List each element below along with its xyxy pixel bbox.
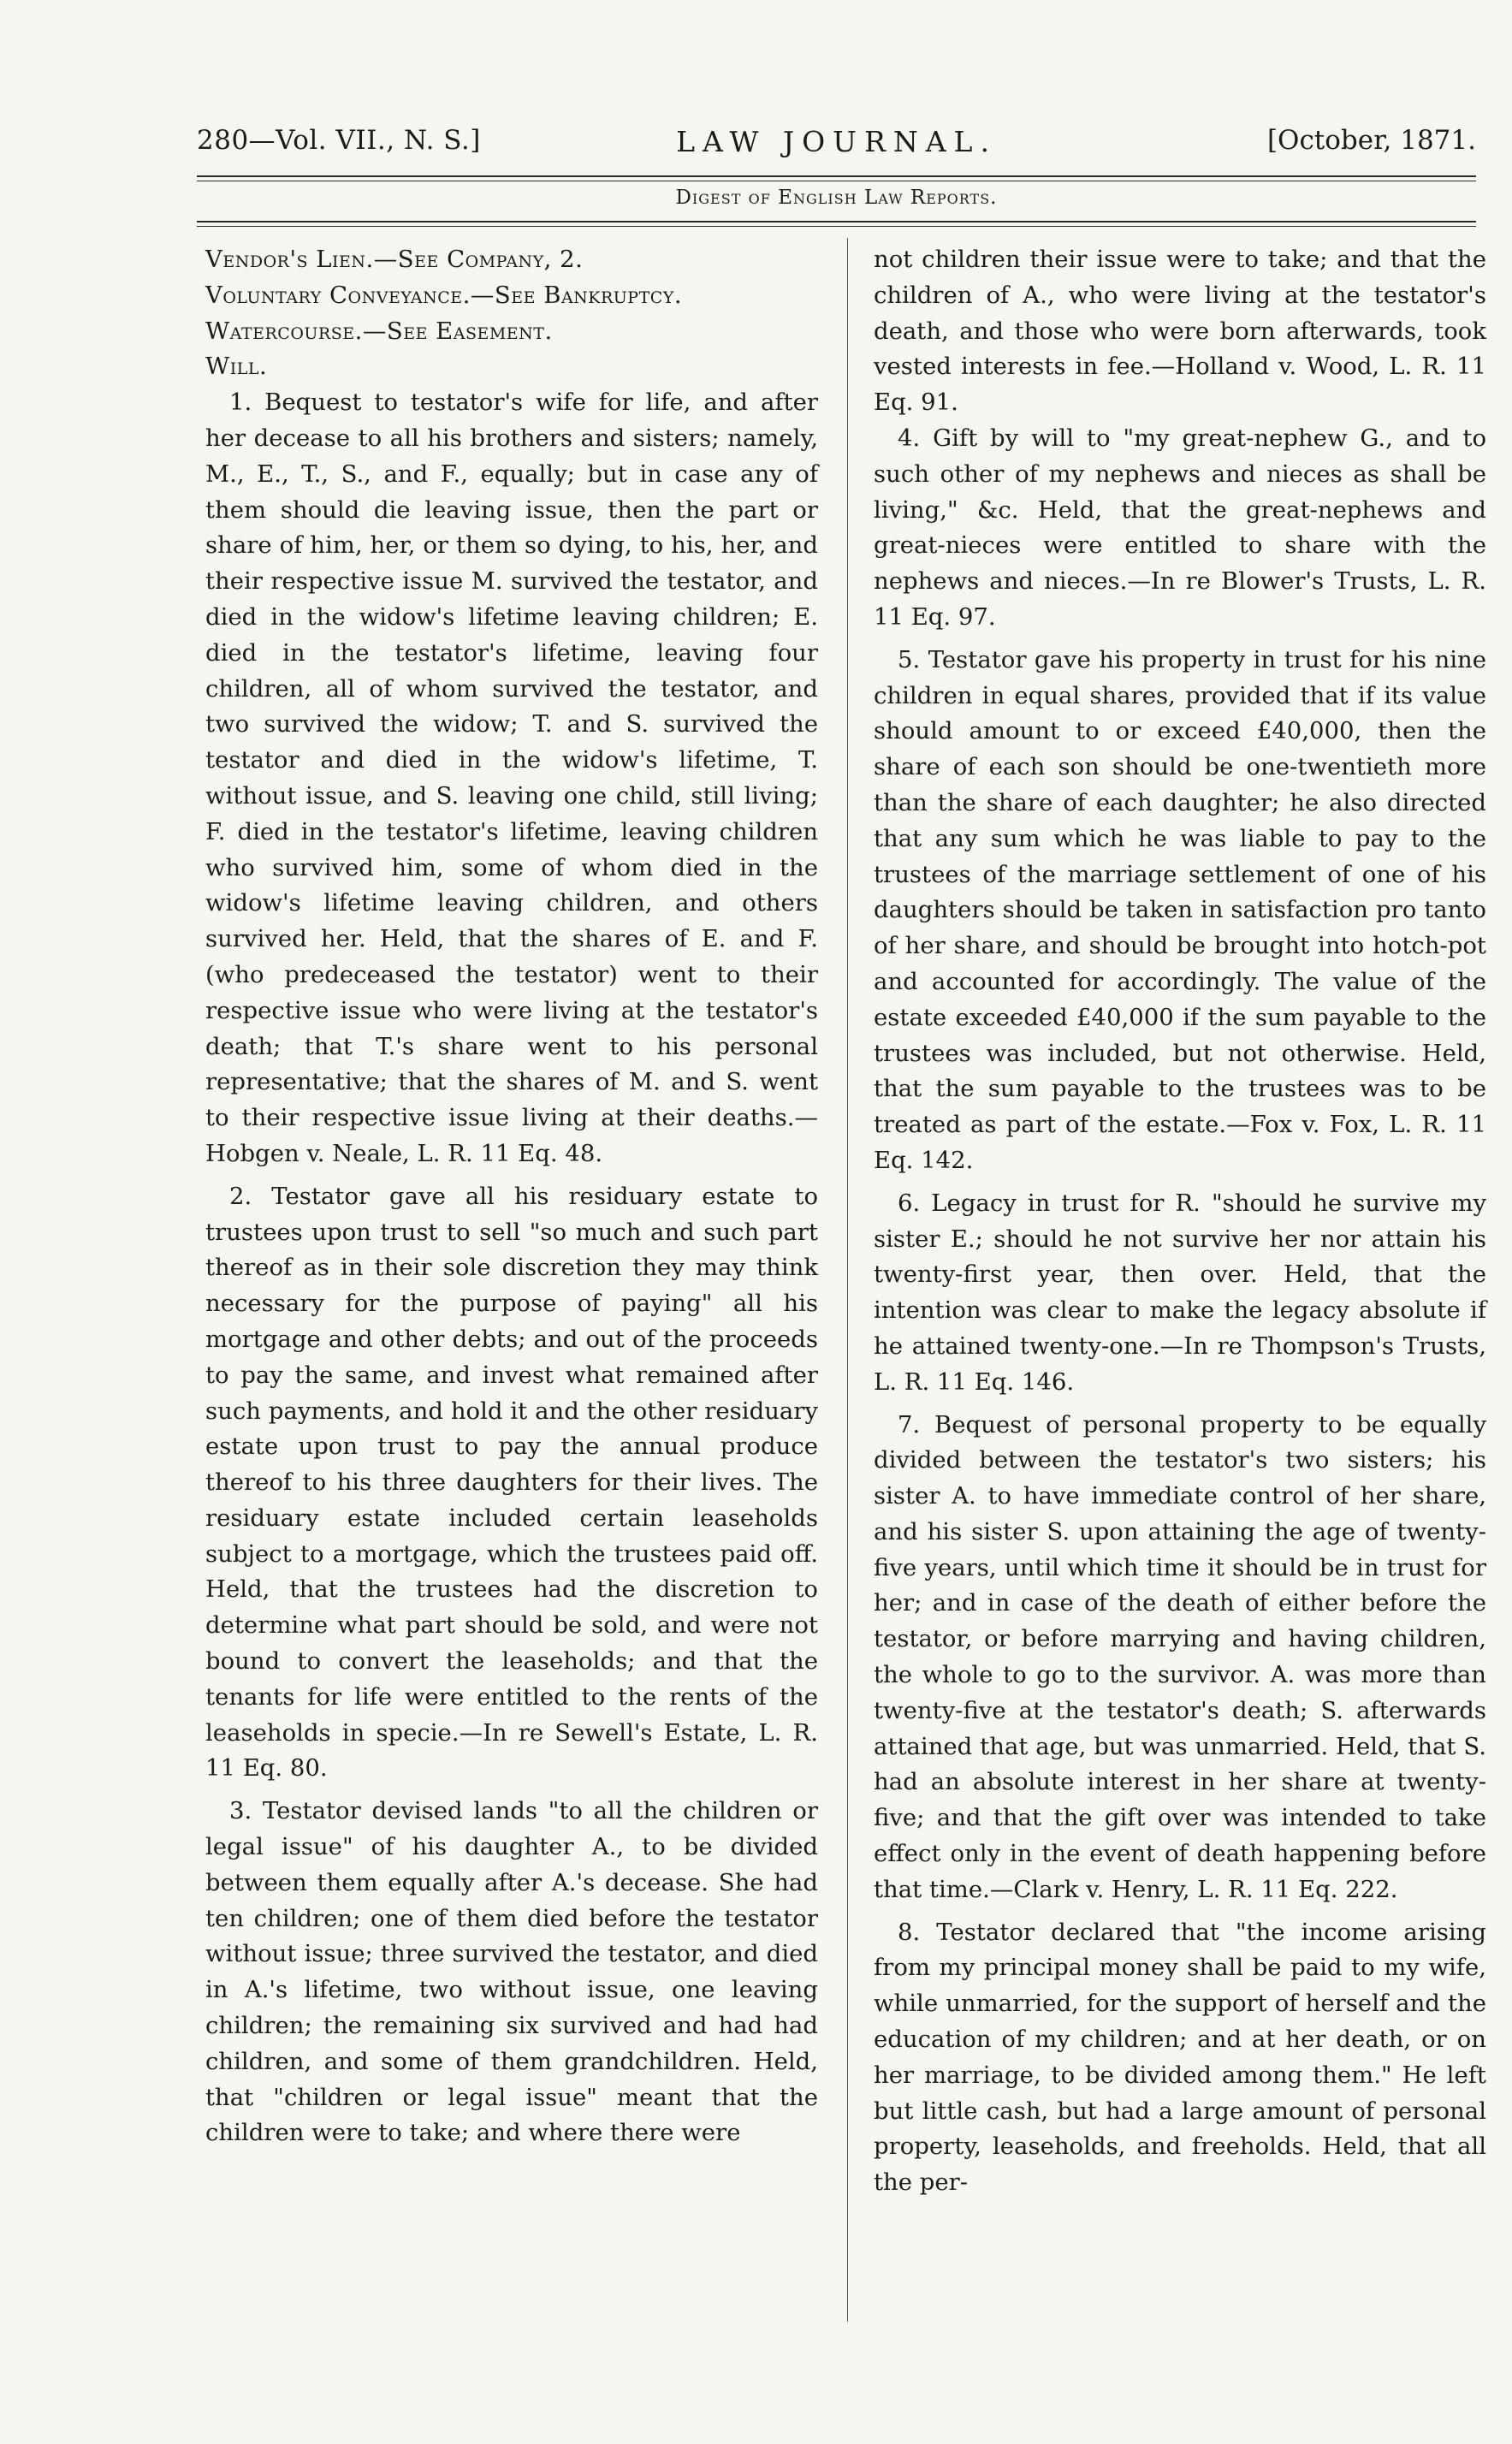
digest-entry: 7. Bequest of personal property to be equally divided between the testator's two sisters; his sister A. to have immediate control of her share, and his sister S. upon attaining the age of twenty-five years, until which time it should be in trust for her; and in case of the death of either before the testator, or before marrying and having children, the whole to go to the survivor. A. was more than twenty-five at the testator's death; S. afterwards attained that age, but was unmarried. Held, that S. had an absolute interest in her share at twenty-five; and that the gift over was intended to take effect only in the event of death happening before that time.—Clark v. Henry, L. R. 11 Eq. 222.	[874, 1410, 1486, 1903]
digest-entry: 6. Legacy in trust for R. "should he survive my sister E.; should he not survive her nor attain his twenty-first year, then over. Held, that the intention was clear to make the legacy absolute if he attained twenty-one.—In re Thompson's Trusts, L. R. 11 Eq. 146.	[874, 1189, 1486, 1396]
digest-heading: Will.	[205, 353, 268, 381]
issue-date: [October, 1871.	[1266, 125, 1476, 156]
cross-reference: Vendor's Lien.—See Company, 2.	[205, 246, 584, 273]
digest-entry: 4. Gift by will to "my great-nephew G., and to such other of my nephews and nieces as shall be living," &c. Held, that the great-nephews and great-nieces were entitled to share with the nephews and nieces.—In re Blower's Trusts, L. R. 11 Eq. 97.	[874, 424, 1486, 631]
running-head	[197, 125, 1476, 168]
digest-entry: 8. Testator declared that "the income arising from my principal money shall be paid to my wife, while unmarried, for the support of herself and the education of my children; and at her death, or on her marriage, to be divided among them." He left but little cash, but had a large amount of personal property, leaseholds, and freeholds. Held, that all the per-	[874, 1918, 1486, 2197]
cross-reference: Voluntary Conveyance.—See Bankruptcy.	[205, 281, 683, 309]
digest-entry: 5. Testator gave his property in trust for his nine children in equal shares, provided that if its value should amount to or exceed £40,000, then the share of each son should be one-twentieth more than the share of each daughter; he also directed that any sum which he was liable to pay to the trustees of the marriage settlement of one of his daughters should be taken in satisfaction pro tanto of her share, and should be brought into hotch-pot and accounted for accordingly. The value of the estate exceeded £40,000 if the sum payable to the trustees was included, but not otherwise. Held, that the sum payable to the trustees was to be treated as part of the estate.—Fox v. Fox, L. R. 11 Eq. 142.	[874, 645, 1486, 1174]
digest-entry: 3. Testator devised lands "to all the children or legal issue" of his daughter A., to be divided between them equally after A.'s decease. She had ten children; one of them died before the testator without issue; three survived the testator, and died in A.'s lifetime, two without issue, one leaving children; the remaining six survived and had had children, and some of them grandchildren. Held, that "children or legal issue" meant that the children were to take; and where there were	[205, 1797, 818, 2147]
section-rule	[197, 221, 1476, 222]
section-rule-thin	[197, 226, 1476, 227]
digest-entry: 1. Bequest to testator's wife for life, and after her decease to all his brothers and sisters; namely, M., E., T., S., and F., equally; but in case any of them should die leaving issue, then the part or share of him, her, or them so dying, to his, her, and their respective issue M. survived the testator, and died in the widow's lifetime leaving children; E. died in the testator's lifetime, leaving four children, all of whom survived the testator, and two survived the widow; T. and S. survived the testator and died in the widow's lifetime, T. without issue, and S. leaving one child, still living; F. died in the testator's lifetime, leaving children who survived him, some of whom died in the widow's lifetime leaving children, and others survived her. Held, that the shares of E. and F. (who predeceased the testator) went to their respective issue who were living at the testator's death; that T.'s share went to his personal representative; that the shares of M. and S. went to their respective issue living at their deaths.—Hobgen v. Neale, L. R. 11 Eq. 48.	[205, 389, 818, 1167]
journal-title: LAW JOURNAL.	[676, 125, 997, 158]
header-rule	[197, 175, 1476, 177]
digest-entry-continuation: not children their issue were to take; and that the children of A., who were living at the testator's death, and those who were born afterwards, took vested interests in fee.—Holland v. Wood, L. R. 11 Eq. 91.	[874, 246, 1486, 417]
column-divider	[847, 238, 848, 2322]
left-column	[205, 242, 818, 2151]
digest-entry: 2. Testator gave all his residuary estate to trustees upon trust to sell "so much and such part thereof as in their sole discretion they may think necessary for the purpose of paying" all his mortgage and other debts; and out of the proceeds to pay the same, and invest what remained after such payments, and hold it and the other residuary estate upon trust to pay the annual produce thereof to his three daughters for their lives. The residuary estate included certain leaseholds subject to a mortgage, which the trustees paid off. Held, that the trustees had the discretion to determine what part should be sold, and were not bound to convert the leaseholds; and that the tenants for life were entitled to the rents of the leaseholds in specie.—In re Sewell's Estate, L. R. 11 Eq. 80.	[205, 1182, 818, 1783]
volume-reference: 280—Vol. VII., N. S.]	[197, 125, 481, 156]
section-title: Digest of English Law Reports.	[675, 187, 998, 209]
cross-reference: Watercourse.—See Easement.	[205, 317, 553, 345]
right-column	[874, 242, 1486, 2201]
